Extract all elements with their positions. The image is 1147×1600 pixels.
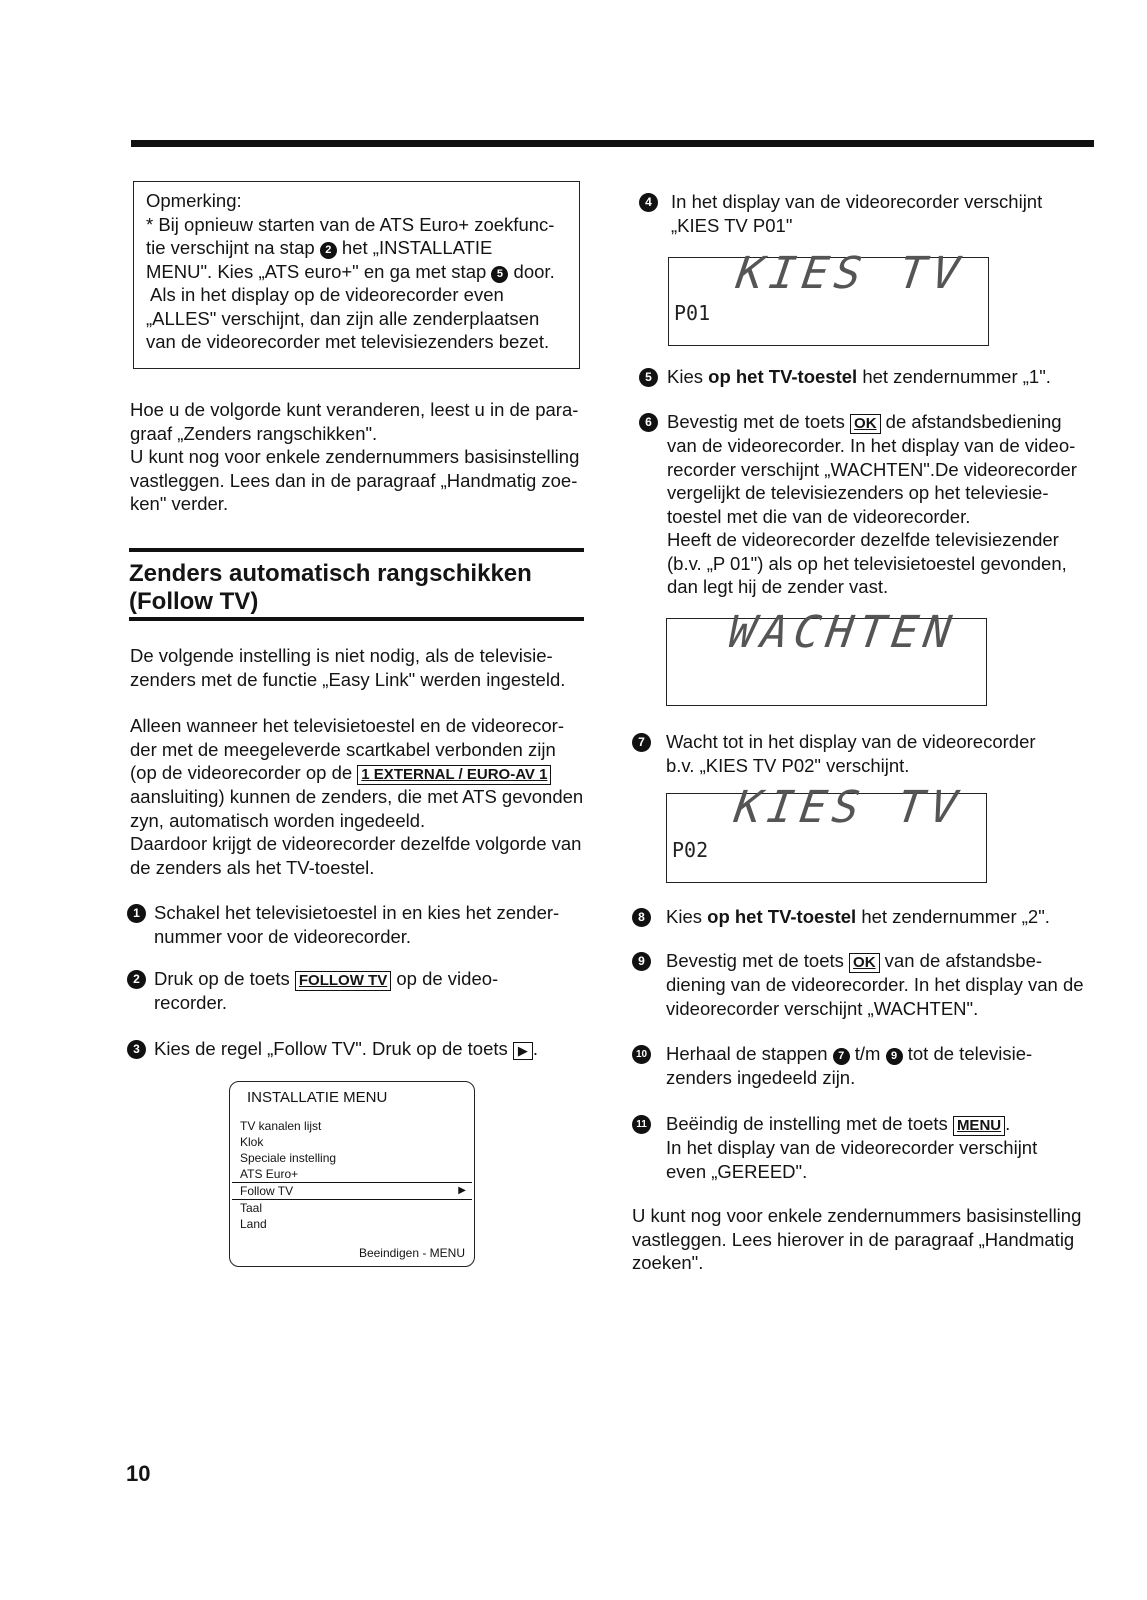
- step-number-icon: 1: [127, 904, 146, 923]
- step-10: [632, 1042, 1087, 1092]
- step-11: [632, 1112, 1087, 1187]
- vcr-display-kies-tv-p01: [668, 248, 989, 346]
- step-9: [632, 949, 1087, 1024]
- lcd-text: KIES TV: [731, 782, 967, 833]
- lcd-program: P02: [672, 838, 709, 862]
- text-line: diening van de videorecorder. In het display van de: [666, 974, 1084, 995]
- menu-item-selected: Follow TV ▶: [232, 1182, 472, 1200]
- text-line: U kunt nog voor enkele zendernummers basisinstelling: [632, 1205, 1082, 1226]
- text-line: (b.v. „P 01") als op het televisietoestel gevonden,: [667, 552, 1067, 574]
- section-heading: [129, 548, 584, 616]
- menu-item: Speciale instelling: [240, 1151, 337, 1165]
- step-ref-icon: 2: [320, 242, 337, 259]
- vcr-display-kies-tv-p02: [666, 782, 987, 883]
- step-ref-icon: 5: [491, 266, 508, 283]
- installatie-menu-screen: [229, 1081, 475, 1267]
- text-line: Kies op het TV-toestel het zendernummer „2".: [666, 906, 1050, 927]
- note-title: Opmerking:: [146, 190, 242, 211]
- text-line: van de videorecorder. In het display van de video-: [667, 435, 1076, 456]
- text-line: Wacht tot in het display van de videorecorder: [666, 731, 1036, 752]
- note-line: „ALLES" verschijnt, dan zijn alle zenderplaatsen: [146, 307, 540, 329]
- text-line: Herhaal de stappen 7 t/m 9 tot de televisie-: [666, 1043, 1033, 1064]
- step-number-icon: 3: [127, 1040, 146, 1059]
- text-line: even „GEREED".: [666, 1160, 808, 1182]
- note-box: [133, 181, 580, 369]
- note-line: * Bij opnieuw starten van de ATS Euro+ zoekfunc-: [146, 213, 555, 235]
- text-line: recorder verschijnt „WACHTEN".De videorecorder: [667, 458, 1077, 480]
- text-line: Druk op de toets FOLLOW TV op de video-: [154, 968, 499, 989]
- note-line: MENU". Kies „ATS euro+" en ga met stap 5 door.: [146, 260, 555, 282]
- step-6: [639, 410, 1089, 600]
- text-line: Schakel het televisietoestel in en kies het zender-: [154, 902, 560, 923]
- text-line: Bevestig met de toets OK de afstandsbediening: [667, 411, 1062, 432]
- step-number-icon: 9: [632, 952, 651, 971]
- menu-key: MENU: [953, 1116, 1005, 1136]
- heading-line: Zenders automatisch rangschikken: [129, 560, 532, 587]
- step-8: [632, 905, 1087, 931]
- step-number-icon: 8: [632, 908, 651, 927]
- step-1: [127, 901, 587, 951]
- text-line: Kies de regel „Follow TV". Druk op de toets ▶ .: [154, 1038, 539, 1059]
- page-number: 10: [126, 1461, 151, 1486]
- menu-item: Taal: [240, 1201, 263, 1215]
- text-line: nummer voor de videorecorder.: [154, 925, 412, 947]
- text-line: graaf „Zenders rangschikken".: [130, 422, 378, 444]
- text-line: De volgende instelling is niet nodig, als de televisie-: [130, 645, 553, 666]
- step-ref-icon: 9: [886, 1048, 903, 1065]
- text-line: Beëindig de instelling met de toets MENU .: [666, 1113, 1011, 1134]
- note-line: tie verschijnt na stap 2 het „INSTALLATIE: [146, 237, 493, 258]
- text-line: Hoe u de volgorde kunt veranderen, leest u in de para-: [130, 399, 579, 420]
- lcd-program: P01: [674, 301, 711, 325]
- text-line: vergelijkt de televisiezenders op het televiesie-: [667, 482, 1049, 503]
- ok-key: OK: [850, 414, 881, 434]
- text-line: der met de meegeleverde scartkabel verbonden zijn: [130, 738, 556, 760]
- text-line: zenders ingedeeld zijn.: [666, 1066, 856, 1088]
- text-line: ken" verder.: [130, 493, 229, 514]
- lcd-text: WACHTEN: [725, 607, 961, 658]
- text-line: videorecorder verschijnt „WACHTEN".: [666, 997, 979, 1019]
- top-rule: [131, 140, 1094, 147]
- step-number-icon: 11: [632, 1115, 651, 1134]
- menu-item: ATS Euro+: [240, 1167, 299, 1181]
- step-5: [639, 365, 1089, 391]
- step-number-icon: 6: [639, 413, 658, 432]
- text-line: In het display van de videorecorder verschijnt: [666, 1137, 1038, 1158]
- text-line: Kies op het TV-toestel het zendernummer „1".: [667, 366, 1051, 387]
- step-7: [632, 730, 1087, 780]
- text-line: Bevestig met de toets OK van de afstandsbe-: [666, 950, 1043, 971]
- step-number-icon: 5: [639, 368, 658, 387]
- menu-item: Land: [240, 1217, 267, 1231]
- selection-arrow-icon: ▶: [458, 1185, 466, 1196]
- text-line: b.v. „KIES TV P02" verschijnt.: [666, 754, 910, 776]
- text-line: vastleggen. Lees dan in de paragraaf „Handmatig zoe-: [130, 469, 578, 491]
- note-line: Als in het display op de videorecorder even: [150, 284, 504, 305]
- step-ref-icon: 7: [833, 1048, 850, 1065]
- euro-av-key: 1 EXTERNAL / EURO-AV 1: [357, 765, 551, 785]
- step-3: [127, 1037, 587, 1063]
- text-line: U kunt nog voor enkele zendernummers basisinstelling: [130, 446, 580, 467]
- text-line: vastleggen. Lees hierover in de paragraaf „Handmatig: [632, 1228, 1075, 1250]
- text-line: Alleen wanneer het televisietoestel en de videorecor-: [130, 715, 564, 736]
- text-line: (op de videorecorder op de 1 EXTERNAL / EURO-AV 1: [130, 761, 585, 785]
- text-line: toestel met die van de videorecorder.: [667, 505, 971, 527]
- follow-tv-key: FOLLOW TV: [295, 971, 391, 991]
- text-line: de zenders als het TV-toestel.: [130, 856, 375, 878]
- play-arrow-key-icon: ▶: [513, 1042, 533, 1060]
- menu-item: Klok: [240, 1135, 264, 1149]
- text-line: zoeken".: [632, 1252, 704, 1273]
- vcr-display-wachten: [666, 607, 987, 706]
- outro-paragraph: [632, 1204, 1092, 1275]
- text-line: aansluiting) kunnen de zenders, die met ATS gevonden: [130, 786, 584, 807]
- heading-rule: [129, 617, 584, 621]
- step-number-icon: 2: [127, 970, 146, 989]
- menu-footer: Beeindigen - MENU: [358, 1246, 465, 1260]
- step-2: [127, 967, 587, 1017]
- text-line: Daardoor krijgt de videorecorder dezelfde volgorde van: [130, 833, 582, 854]
- menu-item: TV kanalen lijst: [240, 1119, 322, 1133]
- step-number-icon: 4: [639, 193, 658, 212]
- body-paragraph: [130, 714, 585, 879]
- intro-paragraph: [130, 398, 585, 516]
- heading-line: (Follow TV): [129, 588, 259, 615]
- text-line: recorder.: [154, 992, 228, 1013]
- menu-title: INSTALLATIE MENU: [247, 1089, 388, 1106]
- text-line: Heeft de videorecorder dezelfde televisiezender: [667, 529, 1059, 550]
- step-4: [639, 190, 1089, 240]
- lcd-text: KIES TV: [733, 248, 969, 299]
- step-number-icon: 7: [632, 733, 651, 752]
- text-line: „KIES TV P01": [671, 214, 793, 236]
- body-paragraph: [130, 644, 585, 691]
- text-line: zenders met de functie „Easy Link" werden ingesteld.: [130, 668, 566, 690]
- note-line: van de videorecorder met televisiezenders bezet.: [146, 331, 550, 352]
- text-line: In het display van de videorecorder verschijnt: [671, 191, 1043, 212]
- text-line: dan legt hij de zender vast.: [667, 576, 889, 597]
- text-line: zyn, automatisch worden ingedeeld.: [130, 809, 426, 831]
- step-number-icon: 10: [632, 1045, 651, 1064]
- ok-key: OK: [849, 953, 880, 973]
